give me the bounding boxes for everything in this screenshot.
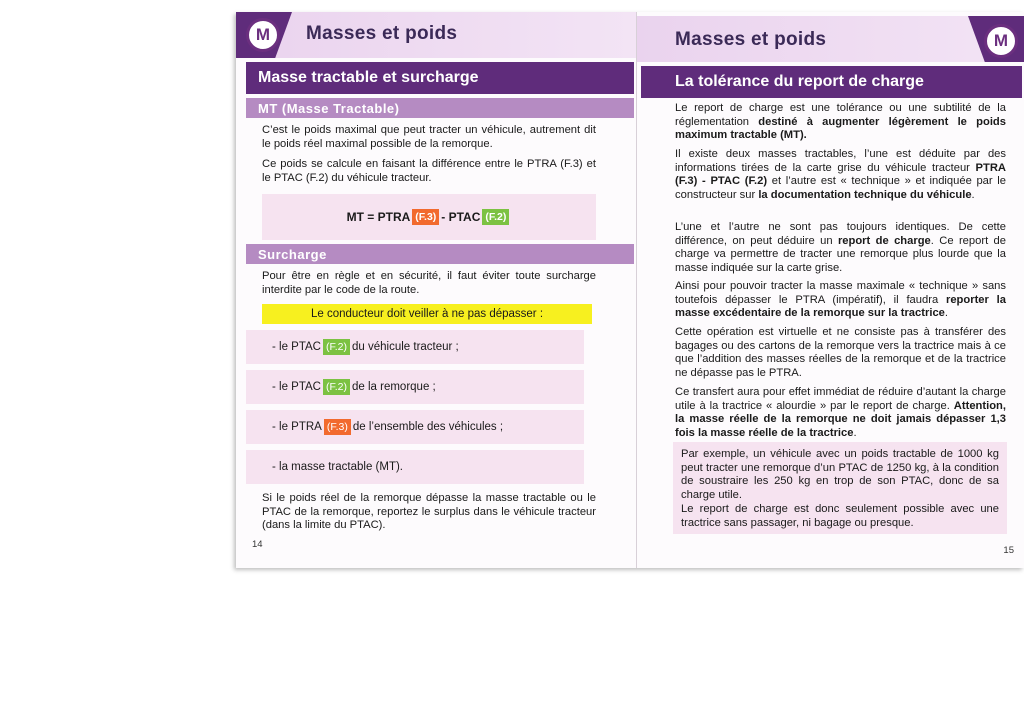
list-item: - le PTAC (F.2) de la remorque ; — [246, 370, 584, 404]
paragraph-2: Il existe deux masses tractables, l’une est déduite par des informations tirées de la carte grise du véhicule tracteur PTRA (F.3) - PTAC (F.2) et l’autre est « technique » et indiquée par le constructeur sur la documentation technique du véhicule. — [675, 148, 1007, 201]
section-title-masse-tractable: Masse tractable et surcharge — [246, 62, 634, 94]
mt-paragraph-1: C’est le poids maximal que peut tracter un véhicule, autrement dit le poids réel maximal possible de la remorque. — [262, 124, 596, 150]
formula-ptra: MT = PTRA — [346, 210, 411, 224]
example-paragraph-2: Le report de charge est donc seulement possible avec une tractrice sans passager, ni bagage ou presque. — [681, 503, 999, 529]
mt-paragraph-2: Ce poids se calcule en faisant la différence entre le PTRA (F.3) et le PTAC (F.2) du véhicule tracteur. — [262, 158, 596, 184]
tag-f2: (F.2) — [323, 379, 350, 395]
closing-paragraph: Si le poids réel de la remorque dépasse la masse tractable ou le PTAC de la remorque, reportez le surplus dans le véhicule tracteur (dans la limite du PTAC). — [262, 492, 596, 532]
list-item: - le PTAC (F.2) du véhicule tracteur ; — [246, 330, 584, 364]
paragraph-1: Le report de charge est une tolérance ou une subtilité de la réglementation destiné à augmenter légèrement le poids maximum tractable (MT). — [675, 102, 1006, 142]
m-logo-icon: M — [984, 24, 1018, 58]
tag-f3: (F.3) — [324, 419, 351, 435]
subheading-surcharge: Surcharge — [246, 244, 634, 264]
example-paragraph-1: Par exemple, un véhicule avec un poids tractable de 1000 kg peut tracter une remorque d’un PTAC de 1250 kg, à la condition de soustraire les 250 kg en trop de son PTAC, donc de sa charge utile. — [681, 448, 999, 501]
list-item: - la masse tractable (MT). — [246, 450, 584, 484]
formula-box — [262, 194, 596, 240]
paragraph-5: Cette opération est virtuelle et ne consiste pas à transférer des bagages ou des cartons de la remorque vers la tractrice mais à ce que l’addition des masses réelles de la remorque et de la tractrice ne dépasse pas le PTRA. — [675, 326, 1006, 379]
paragraph-3: L’une et l’autre ne sont pas toujours identiques. De cette différence, on peut déduire un report de charge. Ce report de charge va permettre de tracter une remorque plus lourde que la masse indiquée sur la carte grise. — [675, 221, 1007, 274]
subheading-mt: MT (Masse Tractable) — [246, 98, 634, 118]
list-item: - le PTRA (F.3) de l’ensemble des véhicules ; — [246, 410, 584, 444]
left-page — [236, 12, 637, 568]
section-title-tolerance: La tolérance du report de charge — [641, 66, 1022, 98]
right-page — [637, 12, 1024, 568]
page-title: Masses et poids — [675, 29, 827, 50]
page-number: 15 — [1003, 545, 1014, 556]
tag-f2: (F.2) — [323, 339, 350, 355]
tag-f2: (F.2) — [482, 209, 509, 225]
paragraph-6: Ce transfert aura pour effet immédiat de réduire d’autant la charge utile à la tractrice « alourdie » par le report de charge. Attention, la masse réelle de la remorque ne doit jamais dépasser 1,3 fois la masse réelle de la tractrice. — [675, 386, 1006, 439]
example-box — [673, 442, 1007, 534]
m-logo-icon: M — [246, 18, 280, 52]
surcharge-paragraph: Pour être en règle et en sécurité, il faut éviter toute surcharge interdite par le code de la route. — [262, 270, 596, 296]
formula — [262, 194, 596, 240]
paragraph-4: Ainsi pour pouvoir tracter la masse maximale « technique » sans toutefois dépasser le PTRA (impératif), il faudra reporter la masse excédentaire de la remorque sur la tractrice. — [675, 280, 1006, 320]
booklet-spread — [236, 12, 1024, 568]
page-number: 14 — [252, 539, 263, 550]
tag-f3: (F.3) — [412, 209, 439, 225]
warning-banner: Le conducteur doit veiller à ne pas dépasser : — [262, 304, 592, 324]
formula-ptac: - PTAC — [441, 210, 481, 224]
page-title: Masses et poids — [306, 23, 458, 44]
